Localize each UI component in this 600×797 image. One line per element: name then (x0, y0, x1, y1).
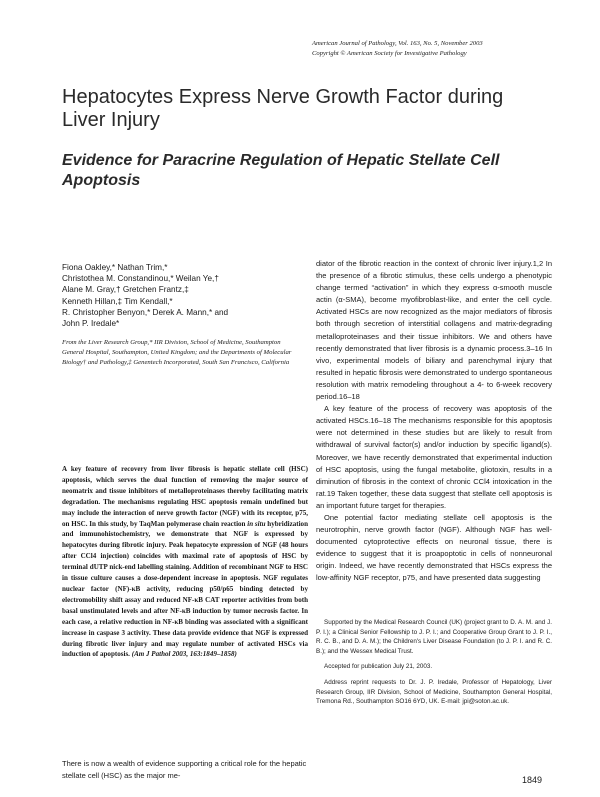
author-line: John P. Iredale* (62, 319, 120, 329)
abstract-text-part2: hybridization and immunohistochemistry, we demonstrate that NGF is expressed by hepatocytes during fibrotic injury. Peak hepatocyte expression of NGF (48 hours after CCl4 injection) coincides with maximal rate of apoptosis of HSC by terminal dUTP nick-end labelling staining. Addition of recombinant NGF to HSC in tissue culture causes a dose-dependent increase in apoptosis. NGF regulates nuclear factor (NF)-κB activity, reducing p50/p65 binding detected by electromobility shift assay and reduced NF-κB CAT reporter activities from both basal unstimulated levels and after NF-κB induction by tumor necrosis factor. In each case, a relative reduction in NF-κB binding was associated with a significant increase in caspase 3 activity. These data provide evidence that NGF is expressed during fibrotic liver injury and may regulate number of activated HSCs via induction of apoptosis. (62, 519, 309, 659)
page-number: 1849 (522, 775, 543, 785)
author-line: Alane M. Gray,† Gretchen Frantz,‡ (62, 285, 189, 295)
copyright-line: Copyright © American Society for Investigative Pathology (312, 49, 467, 57)
body-paragraph-2: A key feature of the process of recovery was apoptosis of the activated HSCs.16–18 The mechanisms responsible for this apoptosis were not determined in these studies but are likely to result from withdrawal of survival factor(s) and/or induction by specific ligand(s). Moreover, we have recently demonstrated that experimental induction of HSC apoptosis, using the fungal metabolite, gliotoxin, results in a diminution of fibrosis in the context of chronic CCl4 intoxication in the rat.19 Taken together, these data suggest that stellate cell apoptosis is an important future target for therapies. (316, 404, 552, 510)
accepted-footnote: Accepted for publication July 21, 2003. (324, 663, 433, 671)
introduction-paragraph: There is now a wealth of evidence supporting a critical role for the hepatic stellate cell (HSC) as the major me- (62, 759, 307, 780)
author-line: Kenneth Hillan,‡ Tim Kendall,* (62, 296, 173, 306)
author-line: Fiona Oakley,* Nathan Trim,* (62, 263, 168, 272)
reprint-footnote: Address reprint requests to Dr. J. P. Iredale, Professor of Hepatology, Liver Research Group, IIR Division, School of Medicine, Southampton General Hospital, Tremona Rd., Southampton SO16 6YD, UK. E-mail: jpi@soton.ac.uk. (316, 678, 552, 706)
article-title: Hepatocytes Express Nerve Growth Factor during Liver Injury (62, 86, 504, 131)
affiliation: From the Liver Research Group,* IIR Division, School of Medicine, Southampton General Hospital, Southampton, United Kingdom; and the Departments of Molecular Biology† and Pathology,‡ Genentech Incorporated, South San Francisco, California (62, 339, 292, 367)
abstract-citation: (Am J Pathol 2003, 163:1849–1858) (131, 650, 237, 659)
journal-citation-line: American Journal of Pathology, Vol. 163, No. 5, November 2003 (312, 40, 483, 47)
article-subtitle: Evidence for Paracrine Regulation of Hepatic Stellate Cell Apoptosis (62, 152, 500, 189)
abstract-text-part1: A key feature of recovery from liver fibrosis is hepatic stellate cell (HSC) apoptosis, which serves the dual function of removing the major source of neomatrix and tissue inhibitors of metalloproteinases thereby facilitating matrix degradation. The mechanisms regulating HSC apoptosis remain undefined but may include the interaction of nerve growth factor (NGF) with its receptor, p75, on HSC. In this study, by TaqMan polymerase chain reaction (62, 465, 308, 528)
author-line: Christothea M. Constandinou,* Weilan Ye,† (62, 274, 219, 284)
footnotes (316, 618, 552, 707)
abstract (62, 464, 308, 660)
journal-header (312, 39, 552, 58)
funding-footnote: Supported by the Medical Research Council (UK) (project grant to D. A. M. and J. P. I.); a Clinical Senior Fellowship to J. P. I.; and Cooperative Group Grant to J. P. I., R. C. B., and D. A. M.); the Children's Liver Disease Foundation (to J. P. I. and R. C. B.); and the Wessex Medical Trust. (316, 619, 552, 655)
body-paragraph-1: diator of the fibrotic reaction in the context of chronic liver injury.1,2 In the presence of a fibrotic stimulus, these cells undergo a phenotypic change termed “activation” in which they express α-smooth muscle actin (α-SMA), become myofibroblast-like, and enter the cell cycle. Activated HSCs are now recognized as the major mediators of fibrosis both through secretion of interstitial collagens and matrix-degrading metalloproteinases and their tissue inhibitors. We and others have recently demonstrated that liver fibrosis is a dynamic process.3–16 In vivo, experimental models of biliary and parenchymal injury that resulted in hepatic fibrosis were demonstrated to undergo spontaneous resolution with matrix remodeling throughout a 4- to 6-week recovery period.16–18 (316, 259, 552, 402)
author-line: R. Christopher Benyon,* Derek A. Mann,* and (62, 307, 229, 317)
body-paragraph-3: One potential factor mediating stellate cell apoptosis is the neurotrophin, nerve growth factor (NGF). Although NGF has well-documented cytoprotective effects on neuronal tissue, there is evidence to suggest that it is proapoptotic in cells of nonneuronal origin. Indeed, we have recently demonstrated that HSCs express the low-affinity NGF receptor, p75, and have presented data suggesting (316, 512, 552, 583)
right-column-body (316, 258, 552, 585)
abstract-in-situ: in situ (247, 519, 266, 528)
author-list (62, 262, 312, 329)
